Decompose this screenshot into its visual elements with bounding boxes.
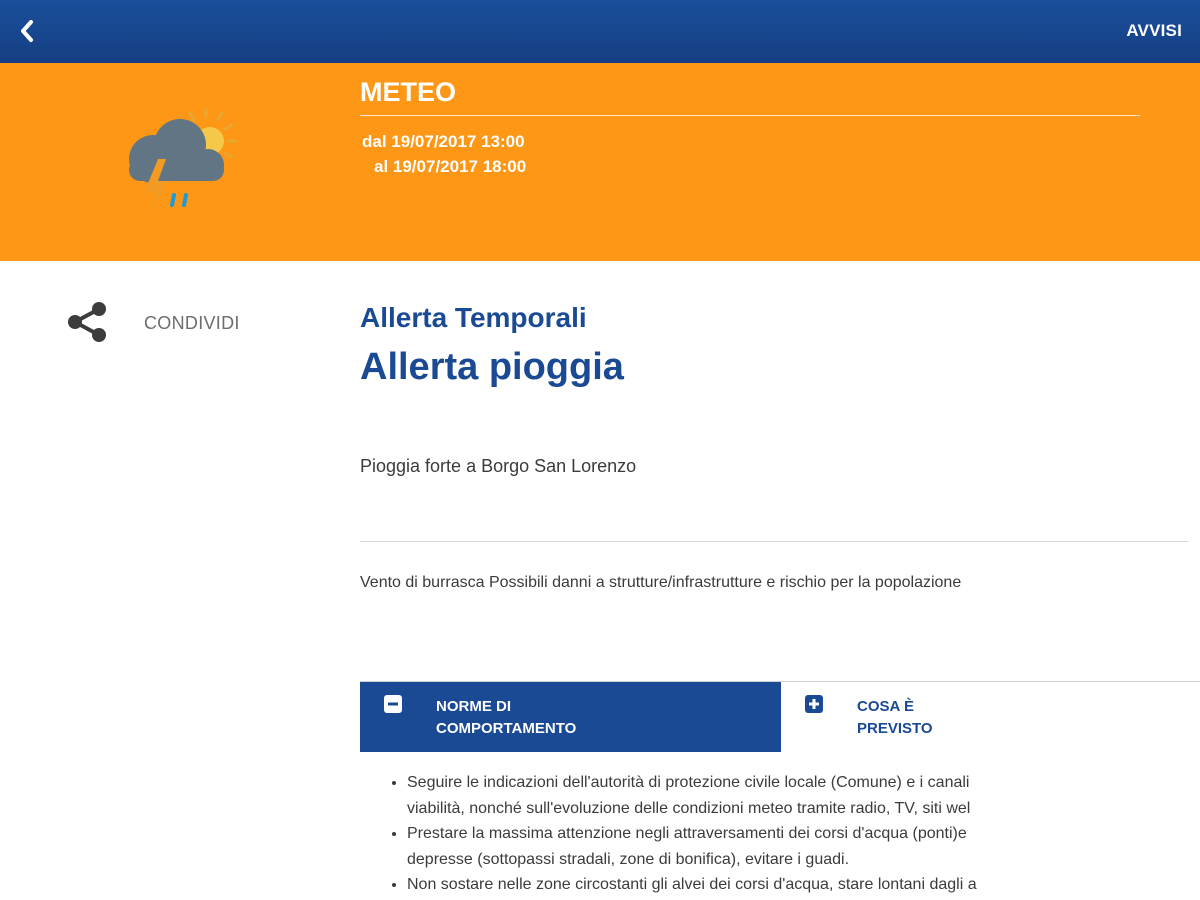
info-tabs	[360, 681, 1200, 752]
category-banner	[0, 63, 1200, 261]
rules-list	[360, 770, 1060, 898]
share-button[interactable]	[66, 300, 286, 344]
chevron-left-icon	[14, 16, 42, 46]
category-title: METEO	[360, 77, 457, 107]
share-label: CONDIVIDI	[144, 313, 240, 333]
alert-title: Allerta pioggia	[360, 346, 624, 388]
minus-square-icon	[384, 695, 402, 713]
share-icon	[66, 300, 110, 344]
content-divider	[360, 541, 1188, 542]
avvisi-link[interactable]: AVVISI	[1126, 21, 1182, 40]
date-from: dal 19/07/2017 13:00	[362, 132, 525, 151]
storm-sun-icon	[118, 103, 248, 223]
top-nav-bar	[0, 0, 1200, 63]
rules-panel	[360, 770, 1060, 900]
alert-detail: Vento di burrasca Possibili danni a strutture/infrastrutture e rischio per la popolazione	[360, 574, 962, 591]
tab-label: NORME DI COMPORTAMENTO	[436, 698, 577, 737]
list-item: • Prestare la massima attenzione negli attraversamenti dei corsi d'acqua (ponti)e depresse (sottopassi stradali, zone di bonifica), evitare i guadi.	[407, 821, 1060, 872]
tab-cosa-e-previsto[interactable]	[781, 682, 1200, 752]
plus-square-icon	[805, 695, 823, 713]
alert-description: Pioggia forte a Borgo San Lorenzo	[360, 456, 637, 476]
tab-norme-di-comportamento[interactable]	[360, 682, 781, 752]
back-button[interactable]	[14, 16, 42, 46]
list-item: • Seguire le indicazioni dell'autorità di protezione civile locale (Comune) e i canali viabilità, nonché sull'evoluzione delle condizioni meteo tramite radio, TV, siti wel	[407, 770, 1060, 821]
date-to: al 19/07/2017 18:00	[374, 157, 527, 176]
list-item: • Non sostare nelle zone circostanti gli alvei dei corsi d'acqua, stare lontani dagli a	[407, 872, 1060, 898]
banner-divider	[360, 115, 1140, 116]
alert-subtitle: Allerta Temporali	[360, 302, 587, 333]
tab-label: COSA È PREVISTO	[857, 698, 933, 737]
